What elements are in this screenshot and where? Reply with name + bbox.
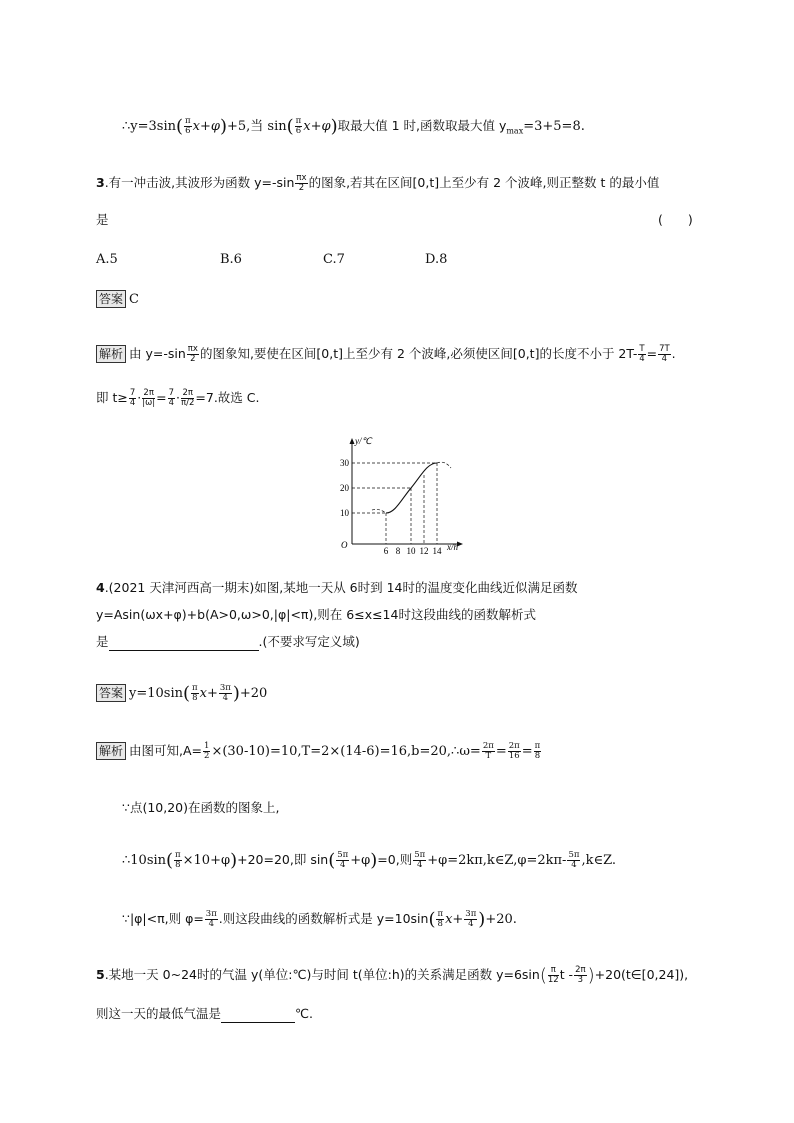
question-number: 3 — [96, 175, 105, 190]
y-tick-20: 20 — [340, 483, 349, 493]
answer-blank[interactable] — [109, 636, 259, 651]
answer-blank[interactable] — [221, 1008, 295, 1023]
y-tick-10: 10 — [340, 508, 349, 518]
origin-label: O — [341, 540, 348, 550]
question-4-text-line3: 是 .(不要求写定义域) — [96, 634, 360, 649]
analysis-label: 解析 — [96, 345, 126, 363]
question-4-analysis-line2: ∵点(10,20)在函数的图象上, — [122, 800, 280, 815]
question-3-analysis-line1: 解析 由 y=-sin $\frac{\pi x}{2}$ 的图象知,要使在区间[0,t]上至少有 2 个波峰,必须使区间[0,t]的长度不小于 2T- $\frac{T}{4}$ = $\frac{7T}{4}$ . — [96, 345, 676, 364]
question-5-text-line1: 5.某地一天 0~24时的气温 y(单位:℃)与时间 t(单位:h)的关系满足函数 y=6sin( $\frac{\pi}{12}$ t - $\frac{2\pi}{3}$ )+20(t∈[0,24]), — [96, 965, 689, 986]
question-5-text-line2: 则这一天的最低气温是 ℃. — [96, 1006, 314, 1021]
question-3-text: 3.有一冲击波,其波形为函数 y=-sin $\frac{\pi x}{2}$ 的图象,若其在区间[0,t]上至少有 2 个波峰,则正整数 t 的最小值 — [96, 173, 660, 193]
answer-label: 答案 — [96, 684, 126, 702]
question-4-analysis-line4: ∵|φ|<π,则 φ= $\frac{3\pi}{4}$ .则这段曲线的函数解析式是 y=10sin( $\frac{\pi}{8}$ x+ $\frac{3\pi}{4}$ )+20. — [122, 909, 517, 930]
question-3-paren: ( ) — [658, 212, 693, 227]
option-c: C.7 — [323, 252, 345, 267]
question-4-text-line1: 4.(2021 天津河西高一期末)如图,某地一天从 6时到 14时的温度变化曲线近似满足函数 — [96, 580, 578, 595]
solution-line-max: ∴y=3sin( $\frac{\pi}{6}$ x+φ)+5,当 sin( $\frac{\pi}{6}$ x+φ)取最大值 1 时,函数取最大值 $y_{max}=3+5=8$. — [122, 116, 585, 137]
question-number: 4 — [96, 580, 105, 595]
y-axis-label: y/℃ — [355, 436, 372, 446]
curve-extension-right — [437, 462, 451, 468]
question-3-answer: 答案 C — [96, 290, 139, 309]
option-b: B.6 — [220, 252, 242, 267]
answer-label: 答案 — [96, 290, 126, 308]
option-a: A.5 — [96, 252, 118, 267]
x-tick-6: 6 — [383, 546, 389, 554]
y-tick-30: 30 — [340, 458, 349, 468]
question-4-answer: 答案 y=10sin( $\frac{\pi}{8}$ x+ $\frac{3\pi}{4}$ )+20 — [96, 684, 267, 703]
x-tick-8: 8 — [395, 546, 401, 554]
question-3-text-line2: 是 — [96, 212, 109, 227]
analysis-label: 解析 — [96, 742, 126, 760]
curve-extension-left — [372, 509, 386, 513]
x-tick-14: 14 — [432, 546, 442, 554]
x-tick-10: 10 — [406, 546, 416, 554]
x-tick-12: 12 — [419, 546, 429, 554]
temperature-curve-figure — [327, 432, 467, 554]
guide-lines — [352, 462, 451, 544]
question-3-analysis-line2: 即 t≥ $\frac{7}{4}$ · $\frac{2\pi}{|\omega|}$ = $\frac{7}{4}$ · $\frac{2\pi}{\pi/2}$ =7.故选 C. — [96, 388, 260, 408]
question-4-analysis-line3: ∴10sin( $\frac{\pi}{8}$ ×10+φ)+20=20,即 sin( $\frac{5\pi}{4}$ +φ)=0,则 $\frac{5\pi}{4}$ +φ=2kπ,k∈Z,φ=2kπ- $\frac{5\pi}{4}$ ,k∈Z. — [122, 850, 617, 871]
option-d: D.8 — [425, 252, 448, 267]
question-4-text-line2: y=Asin(ωx+φ)+b(A>0,ω>0,|φ|<π),则在 6≤x≤14时这段曲线的函数解析式 — [96, 607, 536, 622]
y-axis-arrow — [350, 438, 355, 444]
x-axis-label: x/h — [447, 542, 458, 552]
question-number: 5 — [96, 967, 105, 982]
question-4-analysis-line1: 解析 由图可知,A= $\frac{1}{2}$ ×(30-10)=10,T=2×(14-6)=16,b=20,∴ω= $\frac{2\pi}{T}$ = $\frac{2\pi}{16}$ = $\frac{\pi}{8}$ — [96, 742, 542, 761]
